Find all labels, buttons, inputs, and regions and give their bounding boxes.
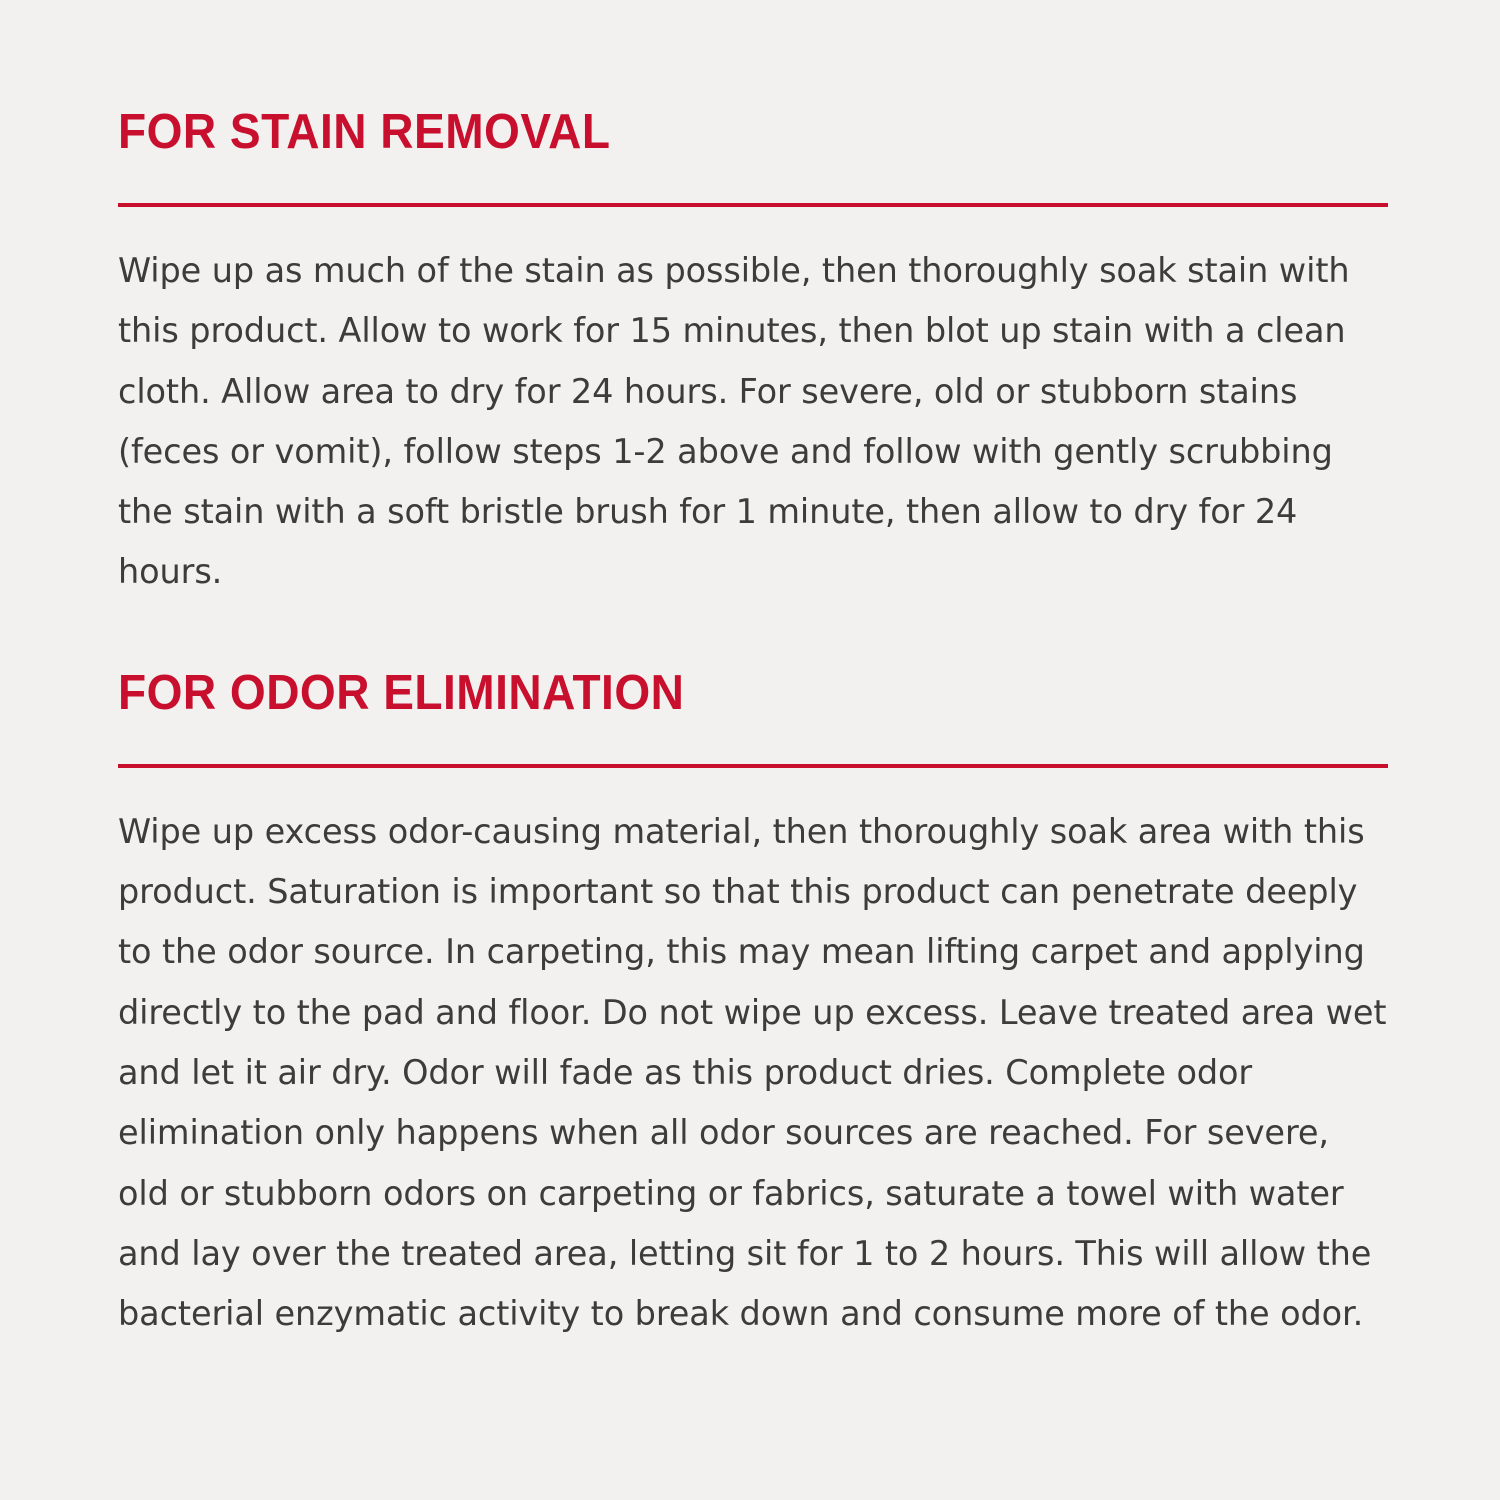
section-heading-stain-removal: FOR STAIN REMOVAL (118, 105, 611, 159)
section-heading-odor-elimination: FOR ODOR ELIMINATION (118, 665, 685, 720)
section-divider-stain-removal (118, 203, 1388, 207)
section-body-odor-elimination: Wipe up excess odor-causing material, then thoroughly soak area with this product. Saturation is important so that this product can penetrate deeply to the odor source. In carpeting, this may mean lifting carpet and applying directly to the pad and floor. Do not wipe up excess. Leave treated area wet and let it air dry. Odor will fade as this product dries. Complete odor elimination only happens when all odor sources are reached. For severe, old or stubborn odors on carpeting or fabrics, saturate a towel with water and lay over the treated area, letting sit for 1 to 2 hours. This will allow the bacterial enzymatic activity to break down and consume more of the odor. (118, 811, 1387, 1334)
section-body-stain-removal: Wipe up as much of the stain as possible, then thoroughly soak stain with this product. Allow to work for 15 minutes, then blot up stain with a clean cloth. Allow area to dry for 24 hours. For severe, old or stubborn stains (feces or vomit), follow steps 1-2 above and follow with gently scrubbing the stain with a soft bristle brush for 1 minute, then allow to dry for 24 hours. (118, 251, 1350, 592)
section-divider-odor-elimination (118, 764, 1388, 768)
section-stain-removal (118, 105, 1388, 603)
section-odor-elimination (118, 665, 1388, 1345)
